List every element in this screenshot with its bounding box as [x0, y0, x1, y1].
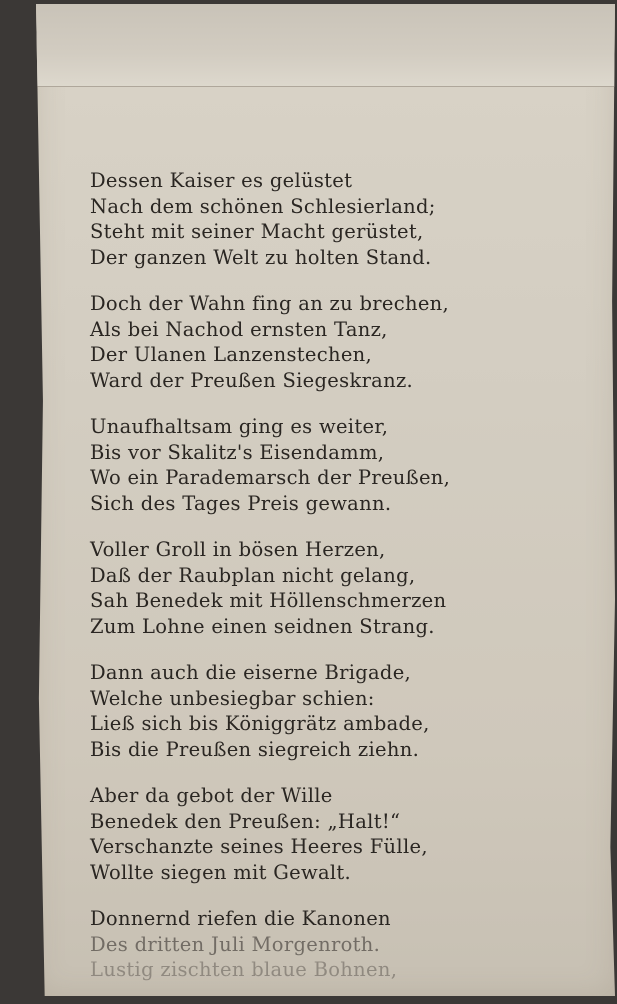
stanza-2 — [90, 291, 590, 393]
poem-line: Steht mit seiner Macht gerüstet, — [90, 220, 424, 243]
poem-line: Bis vor Skalitz's Eisendamm, — [90, 440, 385, 464]
stanza-7 — [90, 906, 590, 983]
poem-line: Wollte siegen mit Gewalt. — [90, 860, 352, 884]
poem-line: Aber da gebot der Wille — [90, 784, 333, 807]
stanza-6 — [90, 783, 590, 885]
poem — [90, 168, 590, 1004]
poem-line: Sah Benedek mit Höllenschmerzen — [90, 589, 447, 612]
stanza-5 — [90, 660, 590, 762]
poem-line: Ward der Preußen Siegeskranz. — [90, 368, 414, 392]
poem-line: Daß der Raubplan nicht gelang, — [90, 563, 416, 587]
poem-line: Dann auch die eiserne Brigade, — [90, 661, 412, 684]
poem-line: Wo ein Parademarsch der Preußen, — [90, 466, 451, 489]
poem-line: Welche unbesiegbar schien: — [90, 686, 375, 710]
poem-line: Ließ sich bis Königgrätz ambade, — [90, 712, 430, 735]
poem-line: Donnernd riefen die Kanonen — [90, 907, 391, 930]
poem-line: Dessen Kaiser es gelüstet — [90, 169, 353, 192]
torn-top-strip — [36, 4, 615, 87]
poem-line: Bis die Preußen siegreich ziehn. — [90, 737, 420, 761]
poem-line: Sich des Tages Preis gewann. — [90, 491, 392, 515]
stanza-3 — [90, 414, 590, 516]
poem-line: Des dritten Juli Morgenroth. — [90, 932, 381, 956]
poem-line: Benedek den Preußen: „Halt!“ — [90, 809, 401, 833]
poem-line: Zum Lohne einen seidnen Strang. — [90, 614, 435, 638]
poem-line: Nach dem schönen Schlesierland; — [90, 194, 436, 218]
stanza-1 — [90, 168, 590, 270]
poem-line: Unaufhaltsam ging es weiter, — [90, 415, 389, 438]
poem-line: Der Ulanen Lanzenstechen, — [90, 343, 373, 366]
stanza-4 — [90, 537, 590, 639]
poem-line: Verschanzte seines Heeres Fülle, — [90, 835, 428, 858]
poem-line: Der ganzen Welt zu holten Stand. — [90, 245, 432, 269]
poem-line: Lustig zischten blaue Bohnen, — [90, 958, 398, 981]
poem-line: Voller Groll in bösen Herzen, — [90, 538, 386, 561]
poem-line: Als bei Nachod ernsten Tanz, — [90, 317, 388, 341]
poem-line: Doch der Wahn fing an zu brechen, — [90, 292, 450, 315]
